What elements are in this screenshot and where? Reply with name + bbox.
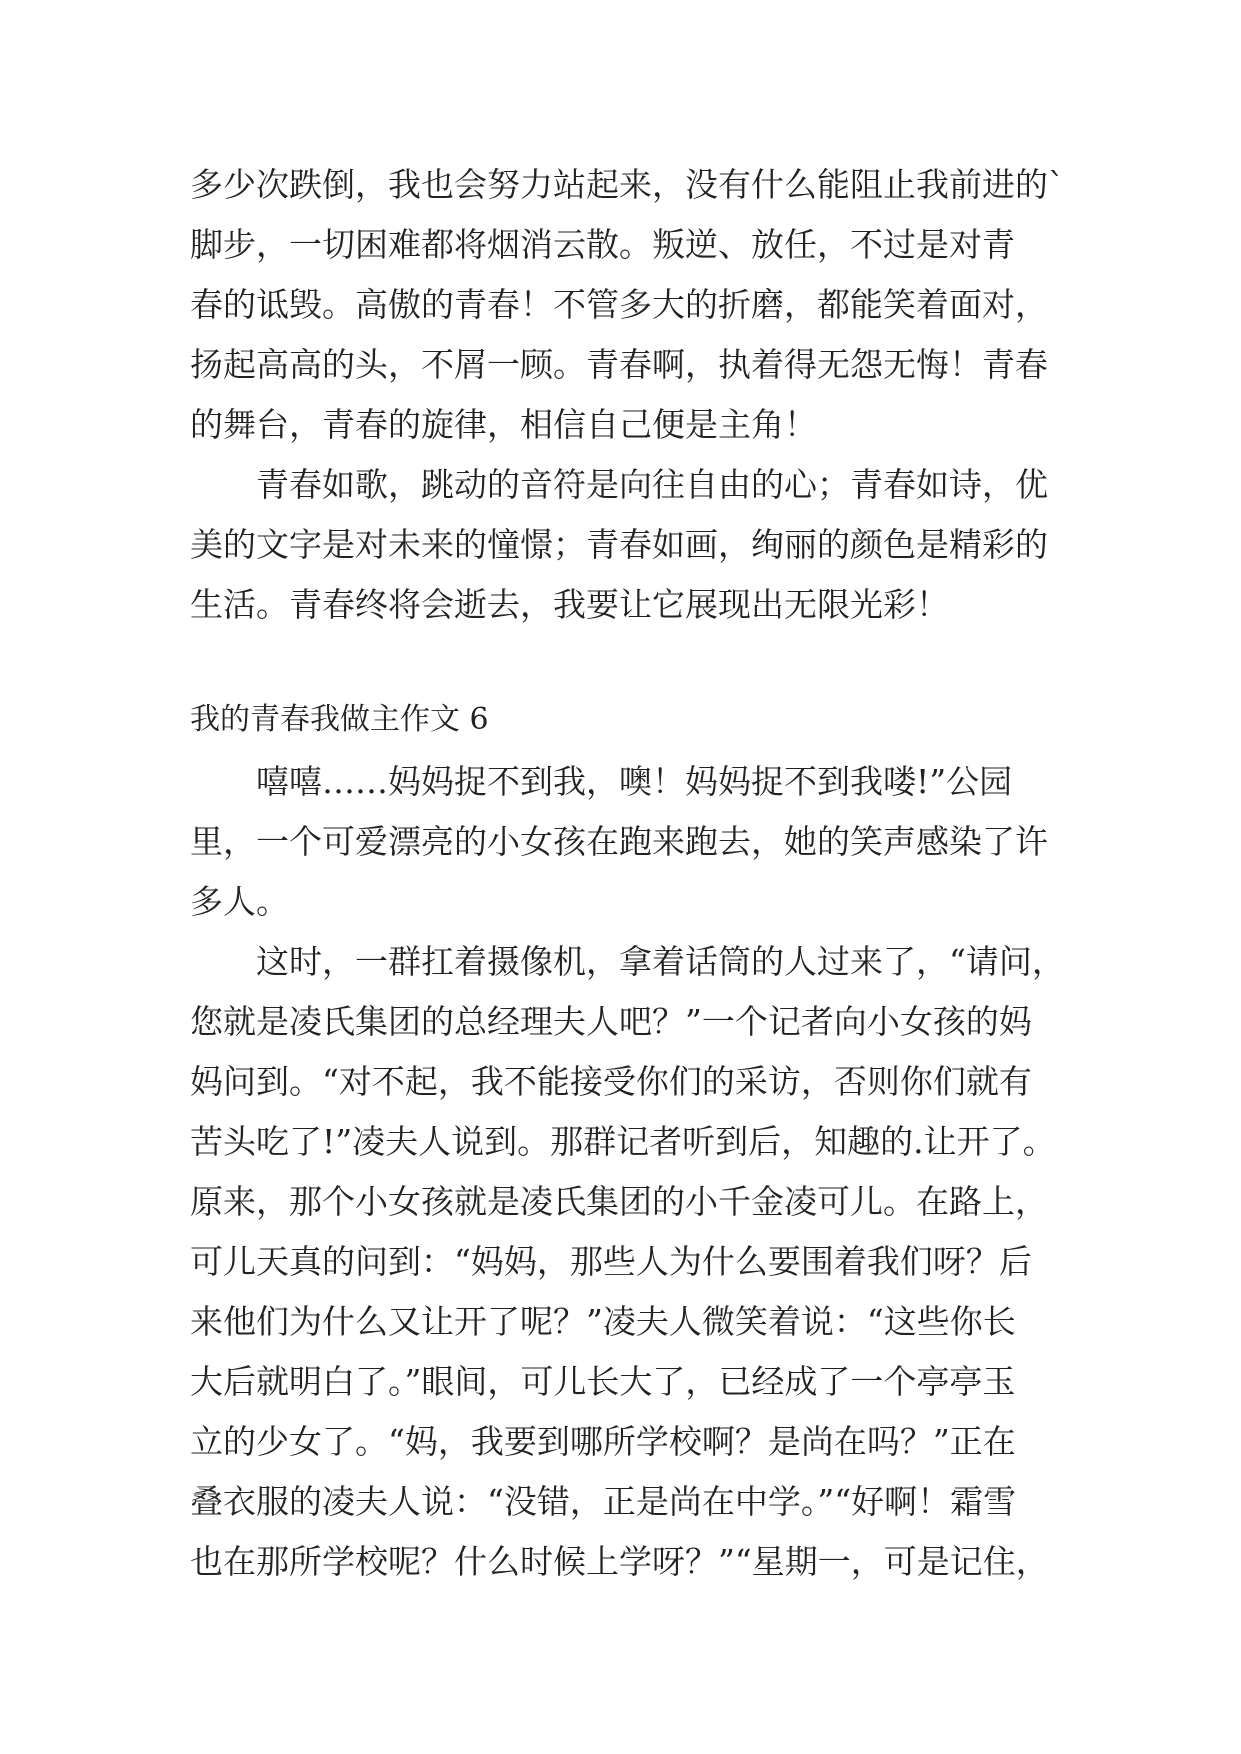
paragraph-line: 立的少女了。“妈，我要到哪所学校啊？是尚在吗？”正在 bbox=[190, 1422, 1016, 1461]
paragraph-line: 的舞台，青春的旋律，相信自己便是主角！ bbox=[190, 405, 817, 444]
paragraph-line: 您就是凌氏集团的总经理夫人吧？”一个记者向小女孩的妈 bbox=[190, 1002, 1032, 1041]
paragraph-line: 扬起高高的头，不屑一顾。青春啊，执着得无怨无悔！青春 bbox=[190, 345, 1048, 384]
paragraph-line: 来他们为什么又让开了呢？”凌夫人微笑着说：“这些你长 bbox=[190, 1302, 1016, 1341]
section-title: 我的青春我做主作文 6 bbox=[190, 702, 489, 737]
paragraph-line: 多少次跌倒，我也会努力站起来，没有什么能阻止我前进的` bbox=[190, 165, 1065, 204]
paragraph-line: 叠衣服的凌夫人说：“没错，正是尚在中学。”“好啊！霜雪 bbox=[190, 1482, 1017, 1521]
paragraph-line: 青春如歌，跳动的音符是向往自由的心；青春如诗，优 bbox=[256, 465, 1048, 504]
paragraph-line: 生活。青春终将会逝去，我要让它展现出无限光彩！ bbox=[190, 585, 949, 624]
paragraph-line: 大后就明白了。”眼间，可儿长大了，已经成了一个亭亭玉 bbox=[190, 1362, 1016, 1401]
paragraph-line: 苦头吃了!”凌夫人说到。那群记者听到后，知趣的.让开了。 bbox=[190, 1122, 1056, 1161]
paragraph-line: 脚步，一切困难都将烟消云散。叛逆、放任，不过是对青 bbox=[190, 225, 1015, 264]
paragraph-line: 嘻嘻……妈妈捉不到我，噢！妈妈捉不到我喽!”公园 bbox=[256, 762, 1013, 801]
paragraph-line: 也在那所学校呢？什么时候上学呀？”“星期一，可是记住， bbox=[190, 1542, 1049, 1581]
paragraph-line: 妈问到。“对不起，我不能接受你们的采访，否则你们就有 bbox=[190, 1062, 1032, 1101]
paragraph-line: 可儿天真的问到：“妈妈，那些人为什么要围着我们呀？后 bbox=[190, 1242, 1032, 1281]
paragraph-line: 春的诋毁。高傲的青春！不管多大的折磨，都能笑着面对， bbox=[190, 285, 1048, 324]
paragraph-line: 多人。 bbox=[190, 882, 289, 921]
paragraph-line: 里，一个可爱漂亮的小女孩在跑来跑去，她的笑声感染了许 bbox=[190, 822, 1048, 861]
paragraph-line: 美的文字是对未来的憧憬；青春如画，绚丽的颜色是精彩的 bbox=[190, 525, 1048, 564]
paragraph-line: 原来，那个小女孩就是凌氏集团的小千金凌可儿。在路上， bbox=[190, 1182, 1048, 1221]
paragraph-line: 这时，一群扛着摄像机，拿着话筒的人过来了，“请问， bbox=[256, 942, 1065, 981]
